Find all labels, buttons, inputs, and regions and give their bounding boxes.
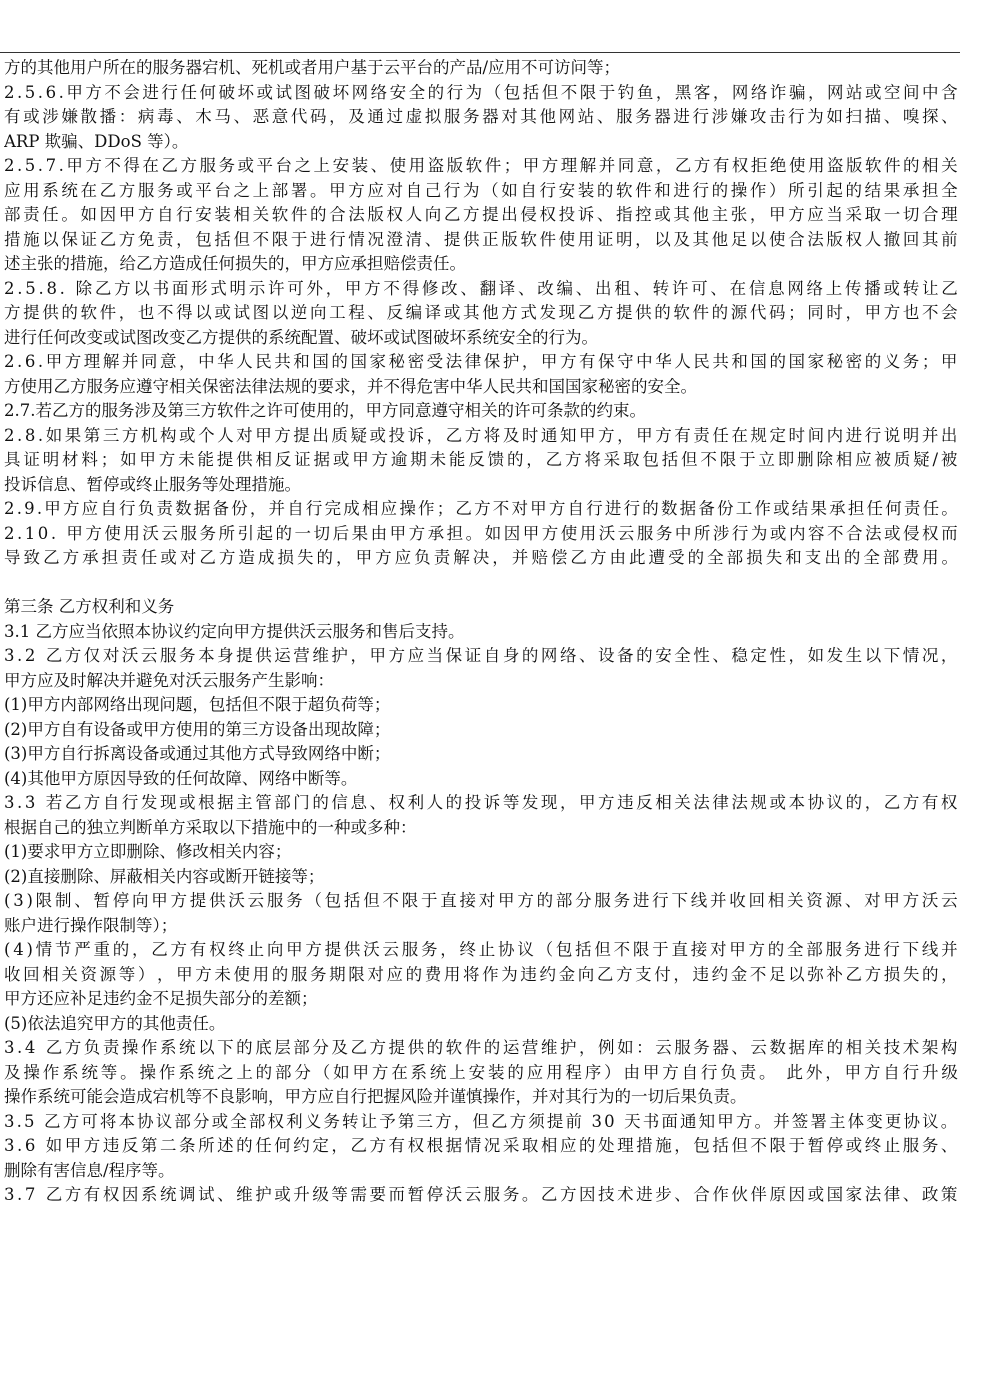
text-line: 方的其他用户所在的服务器宕机、死机或者用户基于云平台的产品/应用不可访问等； [4,58,621,77]
text-line: (1)甲方内部网络出现问题，包括但不限于超负荷等； [4,695,391,714]
text-line: ( 4 ) 情 节 严 重 的 ， 乙 方 有 权 终 止 向 甲 方 提 供 沃 云 服 务 ， 终 止 协 议 （ 包 括 但 不 限 于 直 接 对 甲 方 的 全 部 服 务 进 行 下 线 并 [4,940,958,959]
text-line: 2 . 6 . 甲 方 理 解 并 同 意 ， 中 华 人 民 共 和 国 的 国 家 秘 密 受 法 律 保 护 ， 甲 方 有 保 守 中 华 人 民 共 和 国 的 国 家 秘 密 的 义 务 ； 甲 [4,352,958,371]
blank-line [4,571,958,596]
text-line: 导 致 乙 方 承 担 责 任 或 对 乙 方 造 成 损 失 的 ， 甲 方 应 负 责 解 决 ， 并 赔 偿 乙 方 由 此 遭 受 的 全 部 损 失 和 支 出 的 全 部 费 用 。 [4,548,958,567]
text-line: (3)甲方自行拆离设备或通过其他方式导致网络中断； [4,744,391,763]
text-line: 3 . 3 若 乙 方 自 行 发 现 或 根 据 主 管 部 门 的 信 息 、 权 利 人 的 投 诉 等 发 现 ， 甲 方 违 反 相 关 法 律 法 规 或 本 协 议 的 ， 乙 方 有 权 [4,793,958,812]
text-line: 3 . 5 乙 方 可 将 本 协 议 部 分 或 全 部 权 利 义 务 转 让 予 第 三 方 ， 但 乙 方 须 提 前 3 0 天 书 面 通 知 甲 方 。 并 签 署 主 体 变 更 协 议 。 [4,1111,958,1131]
text-line: 3 . 2 乙 方 仅 对 沃 云 服 务 本 身 提 供 运 营 维 护 ， 甲 方 应 当 保 证 自 身 的 网 络 、 设 备 的 安 全 性 、 稳 定 性 ， 如 发 生 以 下 情 况 ， [4,646,958,665]
text-line: 甲方还应补足违约金不足损失部分的差额； [4,989,318,1008]
text-line: 方使用乙方服务应遵守相关保密法律法规的要求，并不得危害中华人民共和国国家秘密的安全。 [4,376,697,396]
text-line: 部 责 任 。 如 因 甲 方 自 行 安 装 相 关 软 件 的 合 法 版 权 人 向 乙 方 提 出 侵 权 投 诉 、 指 控 或 其 他 主 张 ， 甲 方 应 当 采 取 一 切 合 理 [4,205,958,224]
text-line: (1)要求甲方立即删除、修改相关内容； [4,842,292,861]
text-line: 3.1 乙方应当依照本协议约定向甲方提供沃云服务和售后支持。 [4,621,465,641]
text-line: 进行任何改变或试图改变乙方提供的系统配置、破坏或试图破坏系统安全的行为。 [4,327,598,347]
text-line: 投诉信息、暂停或终止服务等处理措施。 [4,474,301,494]
text-line: 操作系统可能会造成宕机等不良影响，甲方应自行把握风险并谨慎操作，并对其行为的一切后果负责。 [4,1087,747,1106]
text-line: 2.7.若乙方的服务涉及第三方软件之许可使用的，甲方同意遵守相关的许可条款的约束。 [4,401,646,420]
text-line: ( 3 ) 限 制 、 暂 停 向 甲 方 提 供 沃 云 服 务 （ 包 括 但 不 限 于 直 接 对 甲 方 的 部 分 服 务 进 行 下 线 并 收 回 相 关 资 源 、 对 甲 方 沃 云 [4,891,958,910]
text-line: 2 . 8 . 如 果 第 三 方 机 构 或 个 人 对 甲 方 提 出 质 疑 或 投 诉 ， 乙 方 将 及 时 通 知 甲 方 ， 甲 方 有 责 任 在 规 定 时 间 内 进 行 说 明 并 出 [4,425,958,445]
text-line: 具 证 明 材 料 ； 如 甲 方 未 能 提 供 相 反 证 据 或 甲 方 逾 期 未 能 反 馈 的 ， 乙 方 将 采 取 包 括 但 不 限 于 立 即 删 除 相 应 被 质 疑 / 被 [4,450,958,469]
section-heading: 第三条 乙方权利和义务 [4,597,175,616]
text-line: 措 施 以 保 证 乙 方 免 责 ， 包 括 但 不 限 于 进 行 情 况 澄 清 、 提 供 正 版 软 件 使 用 证 明 ， 以 及 其 他 足 以 使 合 法 版 权 人 撤 回 其 前 [4,229,958,249]
text-line: 应 用 系 统 在 乙 方 服 务 或 平 台 之 上 部 署 。 甲 方 应 对 自 己 行 为 （ 如 自 行 安 装 的 软 件 和 进 行 的 操 作 ） 所 引 起 的 结 果 承 担 全 [4,180,958,200]
text-line: 2 . 9 . 甲 方 应 自 行 负 责 数 据 备 份 ， 并 自 行 完 成 相 应 操 作 ； 乙 方 不 对 甲 方 自 行 进 行 的 数 据 备 份 工 作 或 结 果 承 担 任 何 责 任 。 [4,499,958,518]
text-line: 述主张的措施，给乙方造成任何损失的，甲方应承担赔偿责任。 [4,254,466,273]
text-line: 3 . 7 乙 方 有 权 因 系 统 调 试 、 维 护 或 升 级 等 需 要 而 暂 停 沃 云 服 务 。 乙 方 因 技 术 进 步 、 合 作 伙 伴 原 因 或 国 家 法 律 、 政 策 [4,1185,958,1204]
text-line: 方 提 供 的 软 件 ， 也 不 得 以 或 试 图 以 逆 向 工 程 、 反 编 译 或 其 他 方 式 发 现 乙 方 提 供 的 软 件 的 源 代 码 ； 同 时 ， 甲 方 也 不 会 [4,303,958,322]
text-line: ARP 欺骗、DDoS 等）。 [4,131,189,151]
text-line: (2)直接删除、屏蔽相关内容或断开链接等； [4,866,325,886]
text-line: 2 . 5 . 6 . 甲 方 不 会 进 行 任 何 破 坏 或 试 图 破 坏 网 络 安 全 的 行 为 （ 包 括 但 不 限 于 钓 鱼 ， 黑 客 ， 网 络 诈 骗 ， 网 站 或 空 间 中 含 [4,82,958,102]
text-line: 3 . 4 乙 方 负 责 操 作 系 统 以 下 的 底 层 部 分 及 乙 方 提 供 的 软 件 的 运 营 维 护 ， 例 如 ： 云 服 务 器 、 云 数 据 库 的 相 关 技 术 架 构 [4,1038,958,1057]
text-line: 账户进行操作限制等）； [4,915,178,935]
text-line: 2 . 5 . 8 . 除 乙 方 以 书 面 形 式 明 示 许 可 外 ， 甲 方 不 得 修 改 、 翻 译 、 改 编 、 出 租 、 转 许 可 、 在 信 息 网 络 上 传 播 或 转 让 乙 [4,278,958,298]
text-line: 3 . 6 如 甲 方 违 反 第 二 条 所 述 的 任 何 约 定 ， 乙 方 有 权 根 据 情 况 采 取 相 应 的 处 理 措 施 ， 包 括 但 不 限 于 暂 停 或 终 止 服 务 、 [4,1136,958,1155]
text-line: 2 . 5 . 7 . 甲 方 不 得 在 乙 方 服 务 或 平 台 之 上 安 装 、 使 用 盗 版 软 件 ； 甲 方 理 解 并 同 意 ， 乙 方 有 权 拒 绝 使 用 盗 版 软 件 的 相 关 [4,156,958,175]
header-rule [0,52,960,53]
text-line: 有 或 涉 嫌 散 播 ： 病 毒 、 木 马 、 恶 意 代 码 ， 及 通 过 虚 拟 服 务 器 对 其 他 网 站 、 服 务 器 进 行 涉 嫌 攻 击 行 为 如 扫 描 、 嗅 探 、 [4,107,958,126]
text-line: 及 操 作 系 统 等 。 操 作 系 统 之 上 的 部 分 （ 如 甲 方 在 系 统 上 安 装 的 应 用 程 序 ） 由 甲 方 自 行 负 责 。 此 外 ， 甲 方 自 行 升 级 [4,1062,958,1082]
text-line: 收 回 相 关 资 源 等 ） ， 甲 方 未 使 用 的 服 务 期 限 对 应 的 费 用 将 作 为 违 约 金 向 乙 方 支 付 ， 违 约 金 不 足 以 弥 补 乙 方 损 失 的 ， [4,964,958,984]
text-line: 甲方应及时解决并避免对沃云服务产生影响： [4,670,334,690]
document-body [4,56,958,1208]
text-line: 删除有害信息/程序等。 [4,1160,175,1180]
text-line: (5)依法追究甲方的其他责任。 [4,1013,226,1033]
text-line: 根据自己的独立判断单方采取以下措施中的一种或多种： [4,817,417,837]
text-line: (2)甲方自有设备或甲方使用的第三方设备出现故障； [4,719,391,739]
text-line: (4)其他甲方原因导致的任何故障、网络中断等。 [4,768,358,788]
text-line: 2 . 1 0 . 甲 方 使 用 沃 云 服 务 所 引 起 的 一 切 后 果 由 甲 方 承 担 。 如 因 甲 方 使 用 沃 云 服 务 中 所 涉 行 为 或 内 容 不 合 法 或 侵 权 而 [4,523,958,543]
